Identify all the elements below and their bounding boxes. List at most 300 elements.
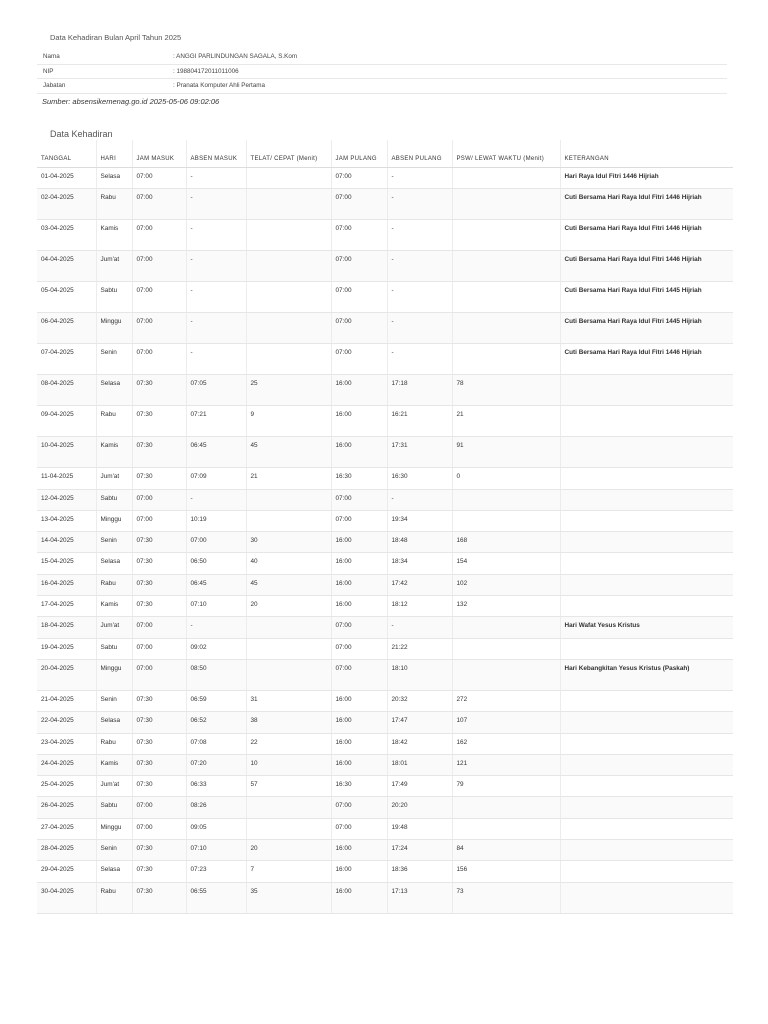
info-value: : Pranata Komputer Ahli Pertama [167,79,727,94]
cell-tanggal: 15-04-2025 [37,553,96,574]
col-header-psw: PSW/ LEWAT WAKTU (Menit) [452,140,560,168]
col-header-telat-cepat: TELAT/ CEPAT (Menit) [246,140,331,168]
cell-absen-pulang: 18:10 [387,659,452,690]
table-row [37,375,733,406]
table-row [37,818,733,839]
cell-hari: Jum'at [96,468,132,489]
cell-absen-masuk: 07:21 [186,406,246,437]
info-label: Nama [37,50,167,64]
cell-hari: Minggu [96,510,132,531]
cell-psw: 91 [452,437,560,468]
cell-jam-masuk: 07:30 [132,532,186,553]
cell-keterangan [560,437,733,468]
cell-jam-pulang: 16:00 [331,574,387,595]
table-row [37,638,733,659]
cell-tanggal: 03-04-2025 [37,220,96,251]
cell-tanggal: 17-04-2025 [37,596,96,617]
cell-telat-cepat: 40 [246,553,331,574]
cell-hari: Senin [96,532,132,553]
cell-tanggal: 04-04-2025 [37,251,96,282]
cell-jam-masuk: 07:00 [132,797,186,818]
cell-absen-masuk: 10:19 [186,510,246,531]
cell-psw [452,638,560,659]
cell-jam-pulang: 16:00 [331,596,387,617]
cell-absen-masuk: 07:00 [186,532,246,553]
attendance-table [37,140,733,914]
cell-jam-pulang: 16:00 [331,754,387,775]
cell-jam-pulang: 16:00 [331,733,387,754]
cell-telat-cepat [246,344,331,375]
cell-absen-masuk: - [186,282,246,313]
cell-telat-cepat [246,313,331,344]
cell-absen-pulang: - [387,189,452,220]
cell-tanggal: 23-04-2025 [37,733,96,754]
cell-jam-pulang: 07:00 [331,638,387,659]
cell-hari: Kamis [96,220,132,251]
cell-keterangan [560,712,733,733]
cell-telat-cepat: 10 [246,754,331,775]
cell-tanggal: 22-04-2025 [37,712,96,733]
col-header-absen-masuk: ABSEN MASUK [186,140,246,168]
table-row [37,251,733,282]
cell-tanggal: 30-04-2025 [37,882,96,913]
table-row [37,690,733,711]
cell-tanggal: 27-04-2025 [37,818,96,839]
cell-absen-masuk: 08:50 [186,659,246,690]
cell-hari: Kamis [96,437,132,468]
cell-psw [452,220,560,251]
table-row [37,797,733,818]
cell-hari: Minggu [96,659,132,690]
table-row [37,840,733,861]
cell-absen-pulang: 18:42 [387,733,452,754]
cell-hari: Senin [96,344,132,375]
cell-jam-masuk: 07:00 [132,344,186,375]
cell-jam-masuk: 07:00 [132,313,186,344]
cell-telat-cepat: 30 [246,532,331,553]
source-note: Sumber: absensikemenag.go.id 2025-05-06 09:02:06 [42,97,220,106]
cell-tanggal: 11-04-2025 [37,468,96,489]
cell-psw [452,251,560,282]
cell-jam-pulang: 07:00 [331,489,387,510]
cell-keterangan: Hari Kebangkitan Yesus Kristus (Paskah) [560,659,733,690]
cell-absen-pulang: - [387,282,452,313]
cell-absen-masuk: - [186,489,246,510]
cell-keterangan: Hari Wafat Yesus Kristus [560,617,733,638]
cell-psw [452,510,560,531]
cell-tanggal: 25-04-2025 [37,776,96,797]
cell-hari: Sabtu [96,638,132,659]
cell-hari: Senin [96,840,132,861]
cell-jam-masuk: 07:30 [132,840,186,861]
cell-psw: 21 [452,406,560,437]
cell-absen-masuk: - [186,168,246,189]
cell-jam-masuk: 07:00 [132,189,186,220]
cell-tanggal: 16-04-2025 [37,574,96,595]
table-row [37,313,733,344]
table-row [37,532,733,553]
cell-absen-pulang: 18:12 [387,596,452,617]
cell-jam-pulang: 07:00 [331,189,387,220]
col-header-absen-pulang: ABSEN PULANG [387,140,452,168]
cell-psw: 162 [452,733,560,754]
cell-absen-pulang: 21:22 [387,638,452,659]
cell-jam-masuk: 07:30 [132,596,186,617]
cell-jam-masuk: 07:00 [132,489,186,510]
cell-hari: Selasa [96,712,132,733]
cell-telat-cepat [246,617,331,638]
cell-psw [452,168,560,189]
cell-tanggal: 29-04-2025 [37,861,96,882]
cell-jam-masuk: 07:30 [132,776,186,797]
cell-jam-pulang: 07:00 [331,220,387,251]
cell-keterangan [560,510,733,531]
table-row [37,596,733,617]
cell-absen-masuk: 06:45 [186,574,246,595]
cell-absen-pulang: 19:34 [387,510,452,531]
cell-telat-cepat [246,189,331,220]
cell-absen-pulang: 17:31 [387,437,452,468]
cell-absen-masuk: 07:08 [186,733,246,754]
cell-jam-pulang: 16:00 [331,690,387,711]
cell-absen-pulang: 17:49 [387,776,452,797]
cell-keterangan [560,596,733,617]
cell-absen-pulang: 18:48 [387,532,452,553]
info-row-jabatan [37,79,727,94]
cell-psw [452,189,560,220]
cell-keterangan [560,861,733,882]
cell-jam-masuk: 07:30 [132,882,186,913]
cell-absen-pulang: - [387,489,452,510]
cell-psw [452,282,560,313]
cell-hari: Jum'at [96,617,132,638]
cell-hari: Senin [96,690,132,711]
cell-jam-pulang: 16:00 [331,437,387,468]
cell-absen-pulang: 17:18 [387,375,452,406]
cell-hari: Selasa [96,861,132,882]
cell-hari: Rabu [96,574,132,595]
cell-absen-masuk: 06:50 [186,553,246,574]
table-row [37,617,733,638]
cell-psw: 132 [452,596,560,617]
table-row [37,553,733,574]
cell-keterangan [560,532,733,553]
cell-tanggal: 02-04-2025 [37,189,96,220]
cell-hari: Selasa [96,168,132,189]
cell-tanggal: 14-04-2025 [37,532,96,553]
table-row [37,489,733,510]
cell-hari: Sabtu [96,282,132,313]
cell-keterangan: Cuti Bersama Hari Raya Idul Fitri 1446 Hijriah [560,189,733,220]
cell-telat-cepat: 20 [246,596,331,617]
cell-keterangan [560,840,733,861]
cell-jam-masuk: 07:00 [132,818,186,839]
cell-jam-pulang: 16:00 [331,882,387,913]
table-row [37,510,733,531]
cell-keterangan: Cuti Bersama Hari Raya Idul Fitri 1445 Hijriah [560,313,733,344]
cell-telat-cepat [246,168,331,189]
cell-jam-pulang: 16:00 [331,712,387,733]
cell-telat-cepat: 35 [246,882,331,913]
cell-jam-masuk: 07:30 [132,437,186,468]
cell-keterangan: Cuti Bersama Hari Raya Idul Fitri 1445 Hijriah [560,282,733,313]
cell-psw: 73 [452,882,560,913]
cell-psw [452,818,560,839]
cell-tanggal: 18-04-2025 [37,617,96,638]
cell-jam-pulang: 07:00 [331,659,387,690]
cell-jam-masuk: 07:00 [132,617,186,638]
cell-tanggal: 01-04-2025 [37,168,96,189]
cell-telat-cepat: 45 [246,437,331,468]
cell-telat-cepat: 22 [246,733,331,754]
cell-psw [452,617,560,638]
info-value: : 198804172011011006 [167,64,727,79]
table-row [37,574,733,595]
cell-jam-masuk: 07:00 [132,251,186,282]
cell-jam-pulang: 16:00 [331,840,387,861]
cell-telat-cepat [246,251,331,282]
attendance-table-body [37,168,733,914]
cell-telat-cepat [246,282,331,313]
cell-psw: 79 [452,776,560,797]
cell-psw [452,313,560,344]
cell-jam-pulang: 07:00 [331,344,387,375]
cell-jam-pulang: 16:00 [331,861,387,882]
cell-hari: Kamis [96,754,132,775]
cell-absen-pulang: 18:34 [387,553,452,574]
cell-psw: 107 [452,712,560,733]
cell-hari: Selasa [96,375,132,406]
cell-keterangan: Cuti Bersama Hari Raya Idul Fitri 1446 Hijriah [560,251,733,282]
cell-absen-masuk: 07:09 [186,468,246,489]
cell-telat-cepat [246,659,331,690]
cell-hari: Jum'at [96,776,132,797]
cell-jam-masuk: 07:30 [132,574,186,595]
col-header-keterangan: KETERANGAN [560,140,733,168]
cell-psw: 156 [452,861,560,882]
cell-keterangan [560,690,733,711]
cell-hari: Rabu [96,882,132,913]
col-header-hari: HARI [96,140,132,168]
cell-telat-cepat: 57 [246,776,331,797]
cell-absen-masuk: - [186,189,246,220]
table-row [37,282,733,313]
cell-absen-masuk: 06:55 [186,882,246,913]
cell-keterangan [560,733,733,754]
table-row [37,712,733,733]
cell-keterangan [560,818,733,839]
cell-hari: Selasa [96,553,132,574]
cell-telat-cepat [246,818,331,839]
cell-tanggal: 09-04-2025 [37,406,96,437]
cell-tanggal: 12-04-2025 [37,489,96,510]
cell-telat-cepat: 7 [246,861,331,882]
cell-tanggal: 10-04-2025 [37,437,96,468]
cell-jam-pulang: 07:00 [331,313,387,344]
cell-keterangan [560,375,733,406]
cell-absen-pulang: 17:47 [387,712,452,733]
cell-absen-pulang: 17:42 [387,574,452,595]
cell-hari: Rabu [96,733,132,754]
cell-psw: 121 [452,754,560,775]
cell-jam-masuk: 07:30 [132,733,186,754]
table-row [37,776,733,797]
cell-absen-pulang: - [387,617,452,638]
table-row [37,882,733,913]
table-row [37,861,733,882]
cell-tanggal: 20-04-2025 [37,659,96,690]
cell-absen-pulang: 16:21 [387,406,452,437]
cell-jam-masuk: 07:30 [132,375,186,406]
cell-absen-masuk: - [186,617,246,638]
table-row [37,659,733,690]
cell-jam-masuk: 07:00 [132,168,186,189]
cell-keterangan [560,882,733,913]
cell-jam-pulang: 16:00 [331,375,387,406]
cell-telat-cepat [246,489,331,510]
cell-hari: Sabtu [96,797,132,818]
table-row [37,733,733,754]
cell-absen-masuk: 09:05 [186,818,246,839]
cell-telat-cepat: 9 [246,406,331,437]
info-row-nip [37,64,727,79]
table-row [37,220,733,251]
cell-hari: Rabu [96,406,132,437]
cell-absen-pulang: - [387,344,452,375]
table-header-row [37,140,733,168]
cell-absen-pulang: - [387,220,452,251]
table-row [37,189,733,220]
cell-tanggal: 28-04-2025 [37,840,96,861]
cell-absen-pulang: 20:32 [387,690,452,711]
cell-hari: Jum'at [96,251,132,282]
cell-jam-pulang: 16:00 [331,406,387,437]
cell-psw: 154 [452,553,560,574]
table-row [37,344,733,375]
section-title: Data Kehadiran [50,129,113,139]
cell-absen-pulang: - [387,313,452,344]
col-header-jam-pulang: JAM PULANG [331,140,387,168]
cell-absen-pulang: 16:30 [387,468,452,489]
cell-keterangan [560,553,733,574]
cell-psw [452,797,560,818]
cell-jam-pulang: 16:30 [331,776,387,797]
cell-jam-masuk: 07:30 [132,468,186,489]
cell-jam-masuk: 07:30 [132,406,186,437]
cell-jam-masuk: 07:30 [132,754,186,775]
cell-psw: 0 [452,468,560,489]
table-row [37,437,733,468]
cell-hari: Kamis [96,596,132,617]
cell-jam-pulang: 16:30 [331,468,387,489]
cell-tanggal: 21-04-2025 [37,690,96,711]
cell-keterangan: Cuti Bersama Hari Raya Idul Fitri 1446 Hijriah [560,344,733,375]
cell-keterangan [560,797,733,818]
cell-hari: Minggu [96,818,132,839]
cell-absen-masuk: 06:52 [186,712,246,733]
table-row [37,406,733,437]
cell-jam-pulang: 07:00 [331,510,387,531]
cell-absen-pulang: 19:48 [387,818,452,839]
cell-absen-pulang: 18:01 [387,754,452,775]
cell-tanggal: 07-04-2025 [37,344,96,375]
cell-telat-cepat: 45 [246,574,331,595]
cell-keterangan: Cuti Bersama Hari Raya Idul Fitri 1446 Hijriah [560,220,733,251]
table-row [37,168,733,189]
cell-psw: 84 [452,840,560,861]
col-header-tanggal: TANGGAL [37,140,96,168]
info-label: NIP [37,64,167,79]
cell-tanggal: 13-04-2025 [37,510,96,531]
cell-jam-masuk: 07:00 [132,659,186,690]
info-label: Jabatan [37,79,167,94]
cell-keterangan [560,638,733,659]
cell-absen-pulang: 18:36 [387,861,452,882]
cell-telat-cepat: 25 [246,375,331,406]
cell-psw [452,659,560,690]
cell-absen-pulang: 20:20 [387,797,452,818]
cell-absen-masuk: 08:26 [186,797,246,818]
cell-tanggal: 26-04-2025 [37,797,96,818]
cell-psw: 272 [452,690,560,711]
cell-hari: Rabu [96,189,132,220]
cell-hari: Minggu [96,313,132,344]
cell-jam-masuk: 07:30 [132,553,186,574]
cell-telat-cepat: 31 [246,690,331,711]
cell-absen-masuk: 06:59 [186,690,246,711]
cell-keterangan [560,754,733,775]
cell-absen-pulang: 17:13 [387,882,452,913]
cell-absen-masuk: 07:20 [186,754,246,775]
table-row [37,468,733,489]
cell-psw: 168 [452,532,560,553]
cell-jam-pulang: 07:00 [331,282,387,313]
cell-absen-masuk: 07:10 [186,596,246,617]
cell-telat-cepat [246,220,331,251]
cell-jam-masuk: 07:30 [132,861,186,882]
cell-psw [452,344,560,375]
cell-jam-pulang: 16:00 [331,532,387,553]
cell-psw: 78 [452,375,560,406]
cell-telat-cepat: 20 [246,840,331,861]
cell-jam-masuk: 07:00 [132,510,186,531]
cell-jam-masuk: 07:00 [132,282,186,313]
cell-keterangan [560,776,733,797]
employee-info-table [37,50,727,94]
cell-tanggal: 05-04-2025 [37,282,96,313]
document-title: Data Kehadiran Bulan April Tahun 2025 [50,33,182,42]
cell-hari: Sabtu [96,489,132,510]
cell-tanggal: 08-04-2025 [37,375,96,406]
cell-absen-masuk: 07:23 [186,861,246,882]
cell-jam-masuk: 07:30 [132,712,186,733]
cell-psw: 102 [452,574,560,595]
cell-jam-pulang: 07:00 [331,818,387,839]
cell-absen-pulang: 17:24 [387,840,452,861]
cell-jam-masuk: 07:00 [132,220,186,251]
cell-absen-masuk: 07:10 [186,840,246,861]
cell-telat-cepat [246,510,331,531]
cell-tanggal: 24-04-2025 [37,754,96,775]
cell-tanggal: 06-04-2025 [37,313,96,344]
cell-keterangan: Hari Raya Idul Fitri 1446 Hijriah [560,168,733,189]
cell-keterangan [560,574,733,595]
info-row-nama [37,50,727,64]
cell-absen-masuk: - [186,251,246,282]
cell-jam-pulang: 07:00 [331,251,387,282]
cell-tanggal: 19-04-2025 [37,638,96,659]
cell-jam-pulang: 07:00 [331,797,387,818]
